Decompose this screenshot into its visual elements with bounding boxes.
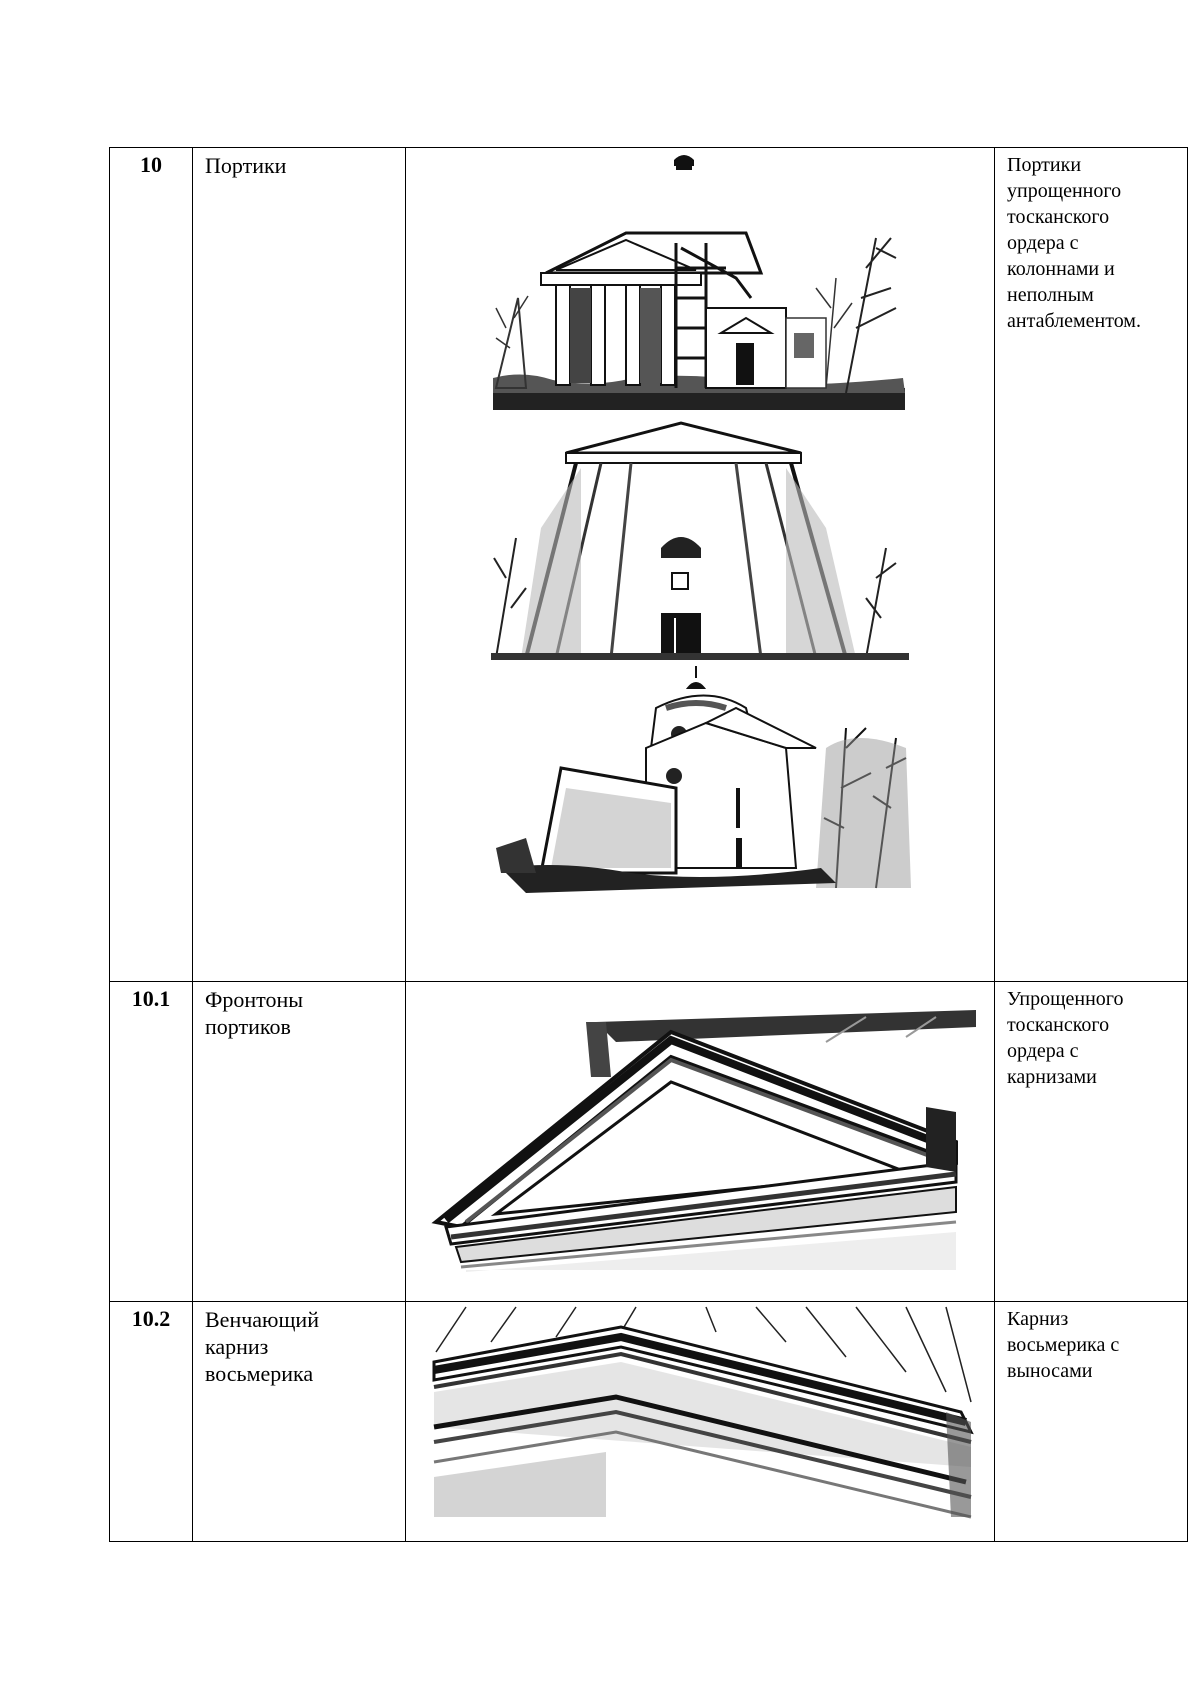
church-portico-front-photo [406, 148, 994, 982]
row-number: 10.2 [110, 1302, 193, 1542]
photo-cell [406, 982, 995, 1302]
element-name: Портики [193, 148, 406, 982]
octagon-cornice-photo [406, 1302, 994, 1542]
element-description: Портики упрощенного тосканского ордера с колоннами и неполным антаблементом. [995, 148, 1188, 982]
pediment-closeup-photo [406, 982, 994, 1302]
element-description: Карниз восьмерика с выносами [995, 1302, 1188, 1542]
photo-cell [406, 148, 995, 982]
table-row [110, 1302, 1188, 1542]
element-description: Упрощенного тосканского ордера с карнизами [995, 982, 1188, 1302]
row-number: 10.1 [110, 982, 193, 1302]
photo-cell [406, 1302, 995, 1542]
table-row [110, 982, 1188, 1302]
row-number: 10 [110, 148, 193, 982]
element-name: Венчающий карниз восьмерика [193, 1302, 406, 1542]
element-name: Фронтоны портиков [193, 982, 406, 1302]
table-row [110, 148, 1188, 982]
architecture-elements-table [109, 147, 1188, 1542]
